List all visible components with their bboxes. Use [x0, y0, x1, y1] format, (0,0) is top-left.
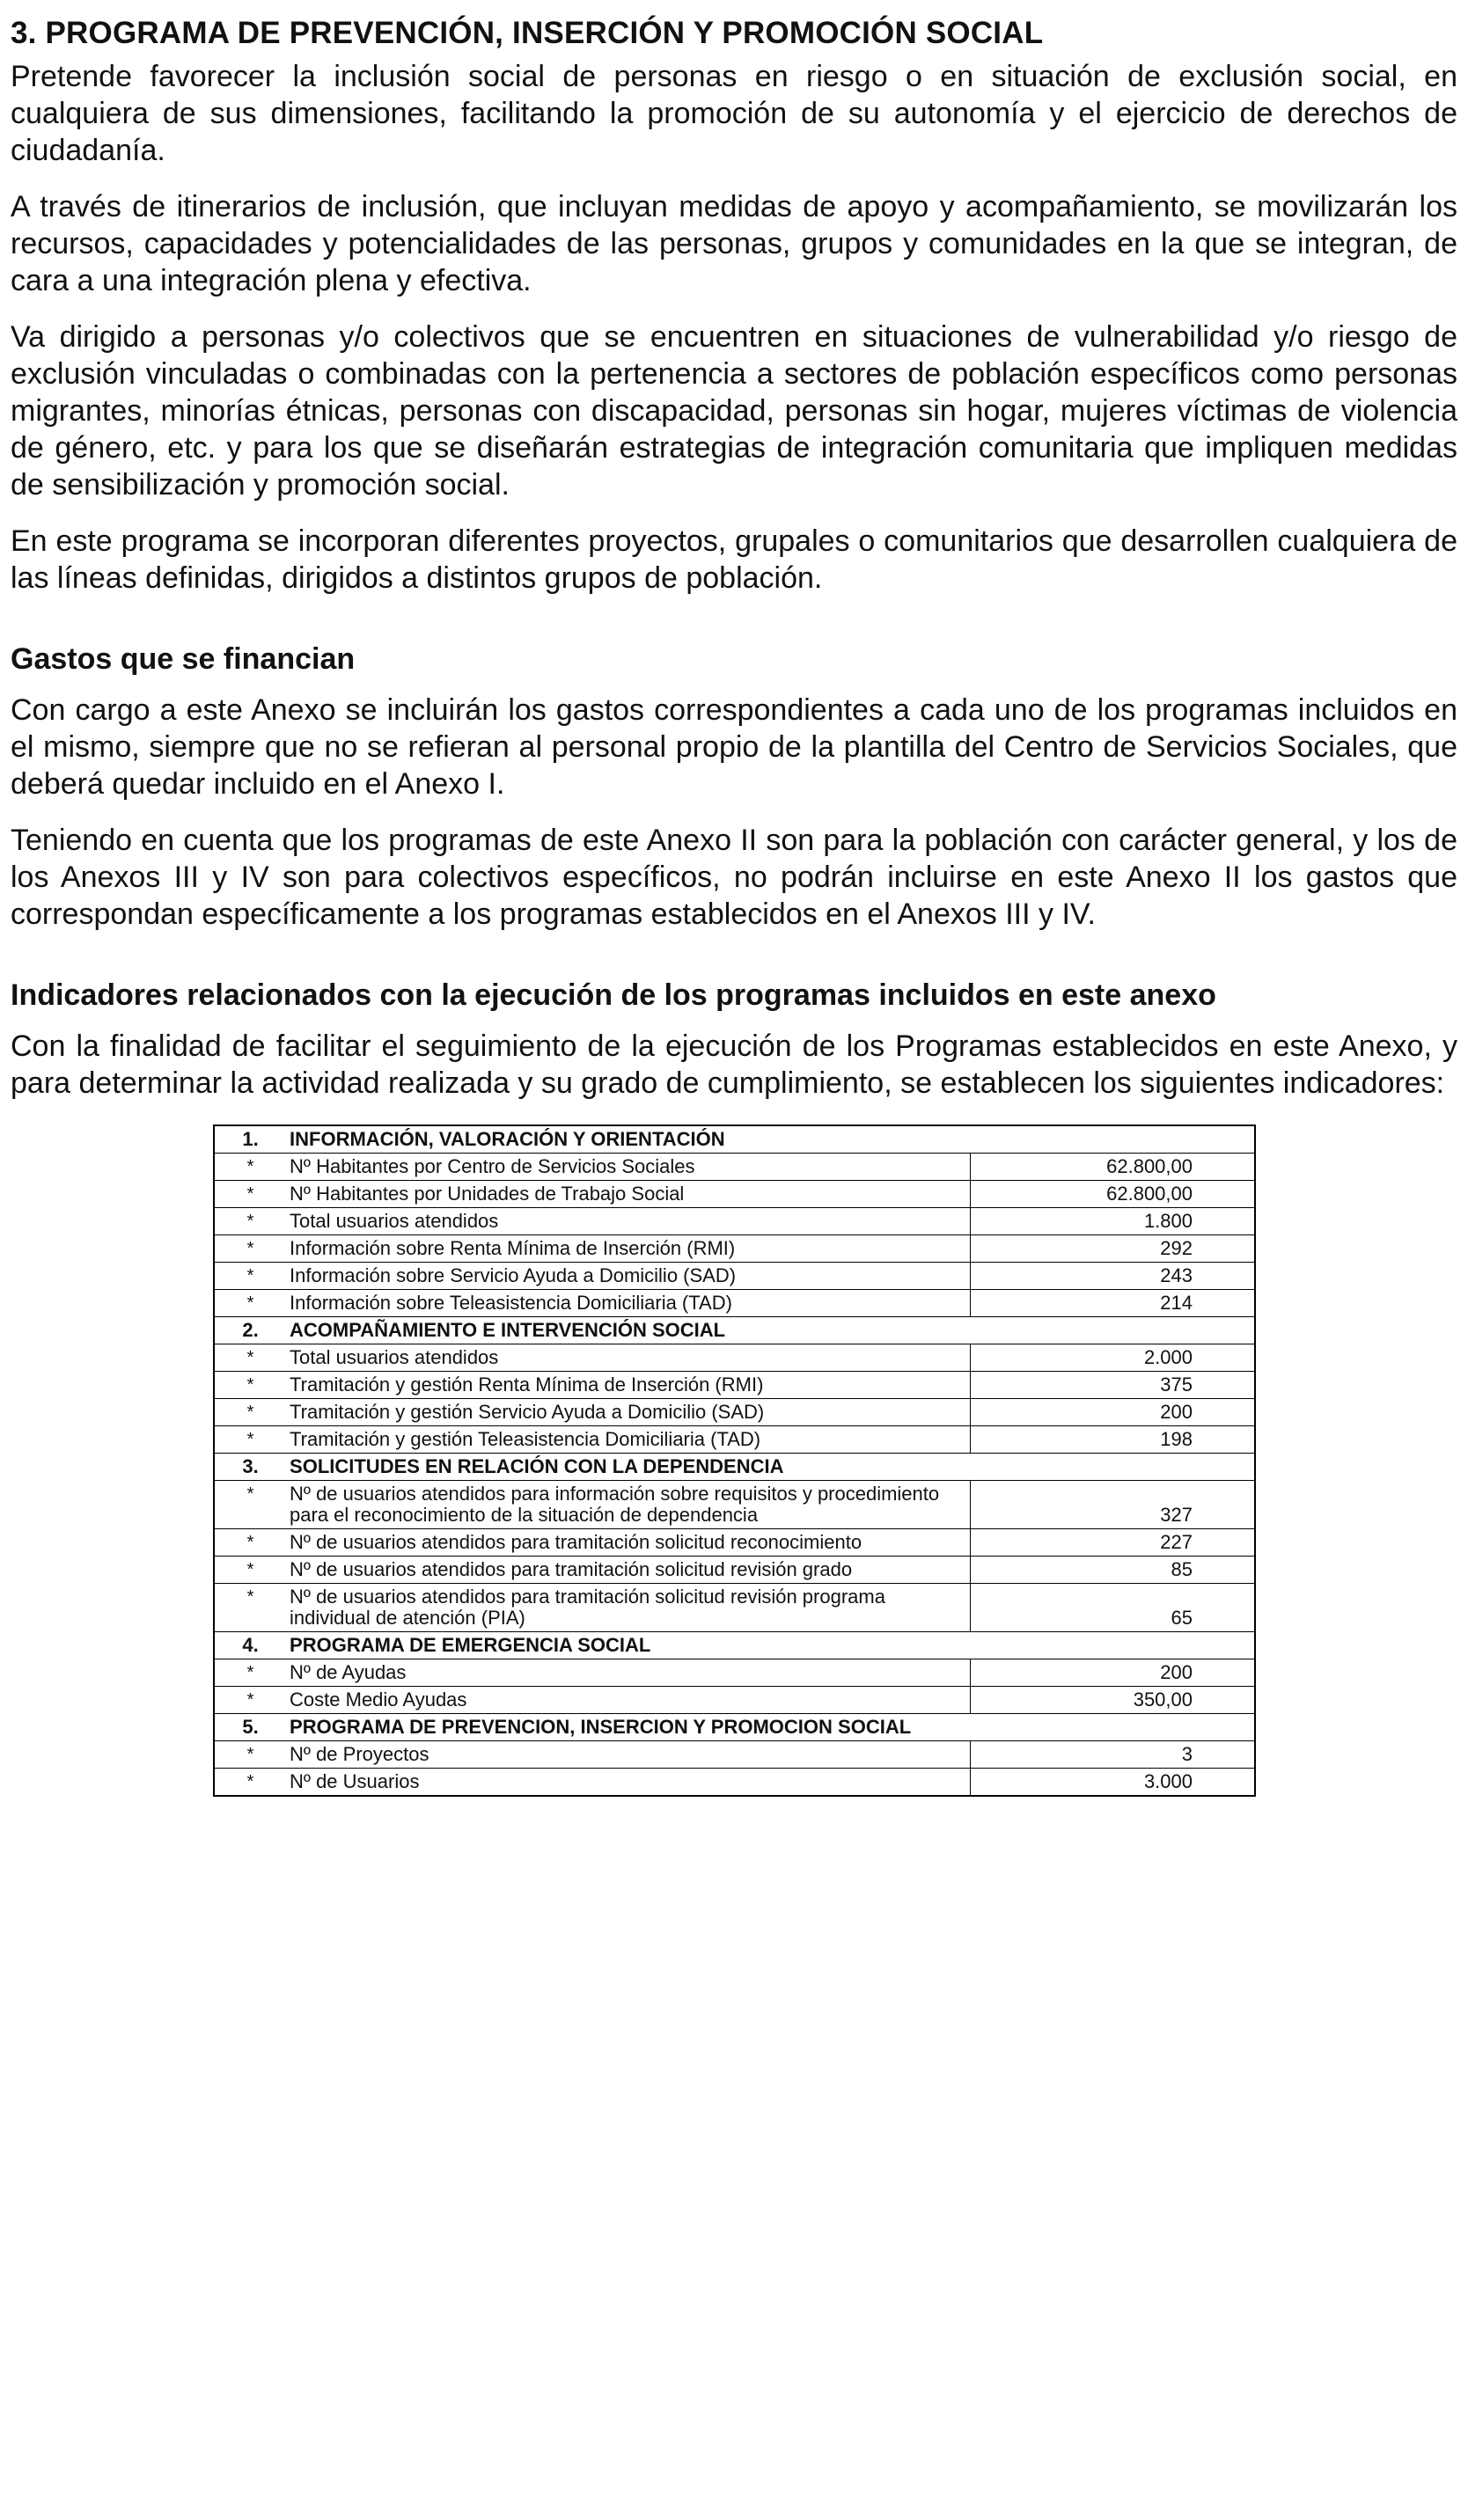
indicadores-paragraph: Con la finalidad de facilitar el seguimiento de la ejecución de los Programas establecidos en este Anexo, y para determinar la actividad realizada y su grado de cumplimiento, se establecen los siguientes indicadores: — [11, 1029, 1457, 1100]
row-bullet-marker: * — [214, 1659, 284, 1687]
row-bullet-marker: * — [214, 1426, 284, 1454]
intro-paragraph-3: Va dirigido a personas y/o colectivos que se encuentren en situaciones de vulnerabilidad y/o riesgo de exclusión vinculadas o combinadas con la pertenencia a sectores de población específicos como personas migrantes, minorías étnicas, personas con discapacidad, personas sin hogar, mujeres víctimas de violencia de género, etc. y para los que se diseñarán estrategias de integración comunitaria que impliquen medidas de sensibilización y promoción social. — [11, 320, 1457, 502]
row-value: 214 — [971, 1290, 1255, 1317]
table-row — [214, 1290, 1255, 1317]
group-header-row — [214, 1714, 1255, 1741]
table-row — [214, 1399, 1255, 1426]
group-title: ACOMPAÑAMIENTO E INTERVENCIÓN SOCIAL — [284, 1317, 1255, 1344]
gastos-heading: Gastos que se financian — [11, 642, 356, 676]
group-title: INFORMACIÓN, VALORACIÓN Y ORIENTACIÓN — [284, 1125, 1255, 1154]
row-value: 327 — [971, 1481, 1255, 1529]
row-value: 3 — [971, 1741, 1255, 1769]
group-header-row — [214, 1454, 1255, 1481]
row-label: Coste Medio Ayudas — [284, 1687, 971, 1714]
indicators-table-body — [214, 1125, 1255, 1796]
section-title: 3. PROGRAMA DE PREVENCIÓN, INSERCIÓN Y PROMOCIÓN SOCIAL — [11, 16, 1044, 50]
table-row — [214, 1584, 1255, 1632]
row-value: 200 — [971, 1399, 1255, 1426]
row-bullet-marker: * — [214, 1529, 284, 1557]
row-value: 350,00 — [971, 1687, 1255, 1714]
row-bullet-marker: * — [214, 1557, 284, 1584]
row-label: Nº de usuarios atendidos para tramitación solicitud revisión grado — [284, 1557, 971, 1584]
group-title: PROGRAMA DE PREVENCION, INSERCION Y PROMOCION SOCIAL — [284, 1714, 1255, 1741]
table-row — [214, 1263, 1255, 1290]
row-label: Nº de Ayudas — [284, 1659, 971, 1687]
group-number: 4. — [214, 1632, 284, 1659]
table-row — [214, 1372, 1255, 1399]
table-row — [214, 1687, 1255, 1714]
row-bullet-marker: * — [214, 1154, 284, 1181]
table-row — [214, 1741, 1255, 1769]
row-bullet-marker: * — [214, 1372, 284, 1399]
table-row — [214, 1659, 1255, 1687]
row-value: 243 — [971, 1263, 1255, 1290]
row-label: Nº de usuarios atendidos para tramitación solicitud reconocimiento — [284, 1529, 971, 1557]
row-label: Tramitación y gestión Servicio Ayuda a Domicilio (SAD) — [284, 1399, 971, 1426]
group-number: 5. — [214, 1714, 284, 1741]
gastos-paragraph-2: Teniendo en cuenta que los programas de este Anexo II son para la población con carácter general, y los de los Anexos III y IV son para colectivos específicos, no podrán incluirse en este Anexo II los gastos que correspondan específicamente a los programas establecidos en el Anexos III y IV. — [11, 824, 1457, 931]
row-value: 2.000 — [971, 1344, 1255, 1372]
row-value: 62.800,00 — [971, 1154, 1255, 1181]
intro-paragraph-2: A través de itinerarios de inclusión, que incluyan medidas de apoyo y acompañamiento, se movilizarán los recursos, capacidades y potencialidades de las personas, grupos y comunidades en la que se integran, de cara a una integración plena y efectiva. — [11, 190, 1457, 297]
row-label: Información sobre Renta Mínima de Inserción (RMI) — [284, 1235, 971, 1263]
group-header-row — [214, 1317, 1255, 1344]
table-row — [214, 1557, 1255, 1584]
row-value: 292 — [971, 1235, 1255, 1263]
table-row — [214, 1154, 1255, 1181]
row-label: Total usuarios atendidos — [284, 1344, 971, 1372]
row-bullet-marker: * — [214, 1344, 284, 1372]
row-label: Tramitación y gestión Teleasistencia Domiciliaria (TAD) — [284, 1426, 971, 1454]
row-label: Nº de Proyectos — [284, 1741, 971, 1769]
row-label: Información sobre Teleasistencia Domiciliaria (TAD) — [284, 1290, 971, 1317]
row-value: 198 — [971, 1426, 1255, 1454]
row-bullet-marker: * — [214, 1290, 284, 1317]
table-row — [214, 1235, 1255, 1263]
intro-paragraph-4: En este programa se incorporan diferentes proyectos, grupales o comunitarios que desarrollen cualquiera de las líneas definidas, dirigidos a distintos grupos de población. — [11, 524, 1457, 595]
indicators-table-wrapper — [213, 1124, 1256, 1797]
row-bullet-marker: * — [214, 1481, 284, 1529]
group-header-row — [214, 1632, 1255, 1659]
row-label: Nº de usuarios atendidos para tramitación solicitud revisión programa individual de atención (PIA) — [284, 1584, 971, 1632]
group-title: SOLICITUDES EN RELACIÓN CON LA DEPENDENCIA — [284, 1454, 1255, 1481]
row-value: 85 — [971, 1557, 1255, 1584]
group-number: 1. — [214, 1125, 284, 1154]
table-row — [214, 1344, 1255, 1372]
row-value: 3.000 — [971, 1769, 1255, 1797]
row-label: Nº Habitantes por Centro de Servicios Sociales — [284, 1154, 971, 1181]
row-bullet-marker: * — [214, 1687, 284, 1714]
table-row — [214, 1181, 1255, 1208]
row-value: 1.800 — [971, 1208, 1255, 1235]
table-row — [214, 1529, 1255, 1557]
row-value: 375 — [971, 1372, 1255, 1399]
row-bullet-marker: * — [214, 1208, 284, 1235]
table-row — [214, 1769, 1255, 1797]
table-row — [214, 1481, 1255, 1529]
group-header-row — [214, 1125, 1255, 1154]
table-row — [214, 1208, 1255, 1235]
row-bullet-marker: * — [214, 1769, 284, 1797]
row-label: Nº Habitantes por Unidades de Trabajo Social — [284, 1181, 971, 1208]
row-bullet-marker: * — [214, 1584, 284, 1632]
indicators-table — [213, 1124, 1256, 1797]
intro-paragraph-1: Pretende favorecer la inclusión social de personas en riesgo o en situación de exclusión social, en cualquiera de sus dimensiones, facilitando la promoción de su autonomía y el ejercicio de derechos de ciudadanía. — [11, 60, 1457, 167]
row-bullet-marker: * — [214, 1263, 284, 1290]
row-bullet-marker: * — [214, 1399, 284, 1426]
row-bullet-marker: * — [214, 1741, 284, 1769]
row-bullet-marker: * — [214, 1235, 284, 1263]
row-value: 62.800,00 — [971, 1181, 1255, 1208]
gastos-paragraph-1: Con cargo a este Anexo se incluirán los gastos correspondientes a cada uno de los programas incluidos en el mismo, siempre que no se refieran al personal propio de la plantilla del Centro de Servicios Sociales, que deberá quedar incluido en el Anexo I. — [11, 693, 1457, 801]
row-label: Nº de Usuarios — [284, 1769, 971, 1797]
indicadores-heading: Indicadores relacionados con la ejecución de los programas incluidos en este anexo — [11, 978, 1216, 1012]
group-number: 2. — [214, 1317, 284, 1344]
table-row — [214, 1426, 1255, 1454]
row-value: 65 — [971, 1584, 1255, 1632]
group-title: PROGRAMA DE EMERGENCIA SOCIAL — [284, 1632, 1255, 1659]
row-label: Total usuarios atendidos — [284, 1208, 971, 1235]
row-label: Nº de usuarios atendidos para información sobre requisitos y procedimiento para el reconocimiento de la situación de dependencia — [284, 1481, 971, 1529]
row-value: 200 — [971, 1659, 1255, 1687]
row-label: Tramitación y gestión Renta Mínima de Inserción (RMI) — [284, 1372, 971, 1399]
row-bullet-marker: * — [214, 1181, 284, 1208]
group-number: 3. — [214, 1454, 284, 1481]
row-value: 227 — [971, 1529, 1255, 1557]
row-label: Información sobre Servicio Ayuda a Domicilio (SAD) — [284, 1263, 971, 1290]
